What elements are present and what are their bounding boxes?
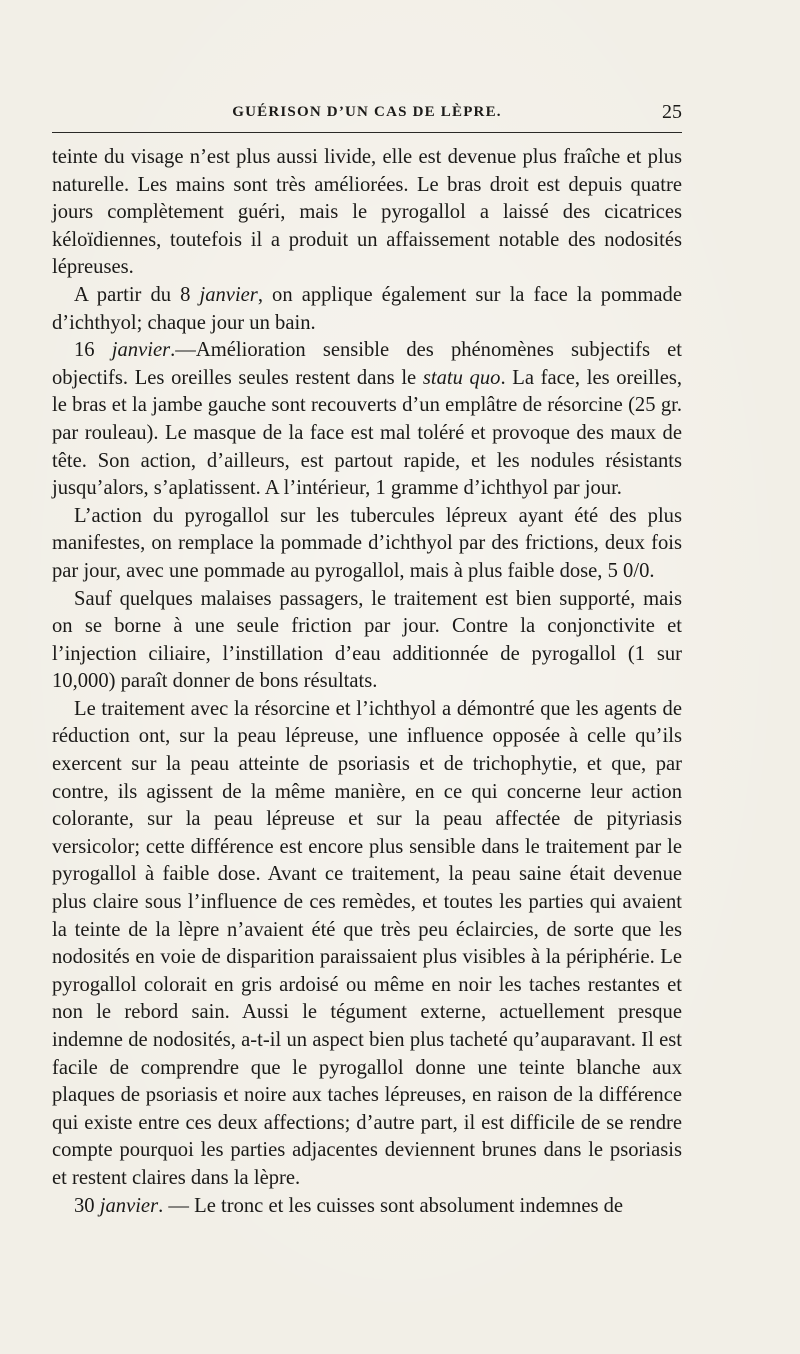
running-head xyxy=(52,101,682,128)
paragraph-2 xyxy=(52,282,682,337)
paragraph-7-date: janvier xyxy=(99,1194,159,1217)
paragraph-3-text-before-italic: .—Amélioration sensible des phénomènes subjectifs et objectifs. Les oreilles seules restent dans le xyxy=(52,339,682,389)
running-title: GUÉRISON D’UN CAS DE LÈPRE. xyxy=(232,104,502,120)
paragraph-2-prefix: A partir du 8 xyxy=(74,283,200,306)
paragraph-2-date: janvier xyxy=(199,283,258,306)
paragraph-3-date: janvier xyxy=(111,339,171,362)
paragraph-3-text: . La face, les oreilles, le bras et la jambe gauche sont recouverts d’un emplâtre de résorcine (25 gr. par rouleau). Le masque de la face est mal toléré et provoque des maux de tête. Son action, d’ailleurs, est partout rapide, et les nodules résistants jusqu’alors, s’aplatissent. A l’intérieur, 1 gramme d’ichthyol par jour. xyxy=(52,366,683,500)
paragraph-7 xyxy=(52,1193,682,1221)
paragraph-3-prefix: 16 xyxy=(74,339,112,362)
paragraph-5-text: Sauf quelques malaises passagers, le traitement est bien supporté, mais on se borne à une seule friction par jour. Contre la conjonctivite et l’injection ciliaire, l’instillation d’eau additionnée de pyrogallol (1 sur 10,000) paraît donner de bons résultats. xyxy=(52,587,682,693)
paragraph-5 xyxy=(52,586,682,696)
page-number: 25 xyxy=(662,101,682,123)
header-rule xyxy=(52,132,682,133)
paragraph-3-italic-phrase: statu quo xyxy=(422,366,501,389)
paragraph-7-prefix: 30 xyxy=(74,1194,100,1217)
paragraph-7-text: . — Le tronc et les cuisses sont absolument indemnes de xyxy=(158,1194,624,1217)
paragraph-1 xyxy=(52,144,682,282)
paragraph-2-text: , on applique également sur la face la pommade d’ichthyol; chaque jour un bain. xyxy=(52,283,682,334)
paragraph-3 xyxy=(52,337,682,503)
paragraph-4 xyxy=(52,503,682,586)
paragraph-4-text: L’action du pyrogallol sur les tubercules lépreux ayant été des plus manifestes, on remplace la pommade d’ichthyol par des frictions, deux fois par jour, avec une pommade au pyrogallol, mais à plus faible dose, 5 0/0. xyxy=(52,504,682,582)
paragraph-6 xyxy=(52,696,682,1193)
paragraph-6-text: Le traitement avec la résorcine et l’ichthyol a démontré que les agents de réduction ont, sur la peau lépreuse, une influence opposée à celle qu’ils exercent sur la peau atteinte de psoriasis et de trichophytie, et que, par contre, ils agissent de la même manière, en ce qui concerne leur action colorante, sur la peau lépreuse et sur la peau affectée de pityriasis versicolor; cette différence est encore plus sensible dans le traitement par le pyrogallol à faible dose. Avant ce traitement, la peau saine était devenue plus claire sous l’influence de ces remèdes, et toutes les parties qui avaient la teinte de la lèpre n’avaient été que très peu éclaircies, de sorte que les nodosités en voie de disparition paraissaient plus visibles à la périphérie. Le pyrogallol colorait en gris ardoisé ou même en noir les taches restantes et non le rebord sain. Aussi le tégument externe, actuellement presque indemne de nodosités, a-t-il un aspect bien plus tacheté qu’auparavant. Il est facile de comprendre que le pyrogallol donne une teinte blanche aux plaques de psoriasis et noire aux taches lépreuses, en raison de la différence qui existe entre ces deux affections; d’autre part, il est difficile de se rendre compte pourquoi les parties adjacentes deviennent brunes dans le psoriasis et restent claires dans la lèpre. xyxy=(52,697,682,1189)
body-text xyxy=(52,144,682,1220)
paragraph-1-text: teinte du visage n’est plus aussi livide, elle est devenue plus fraîche et plus naturelle. Les mains sont très améliorées. Le bras droit est depuis quatre jours complètement guéri, mais le pyrogallol a laissé des cicatrices kéloïdiennes, toutefois il a produit un affaissement notable des nodosités lépreuses. xyxy=(52,146,682,279)
